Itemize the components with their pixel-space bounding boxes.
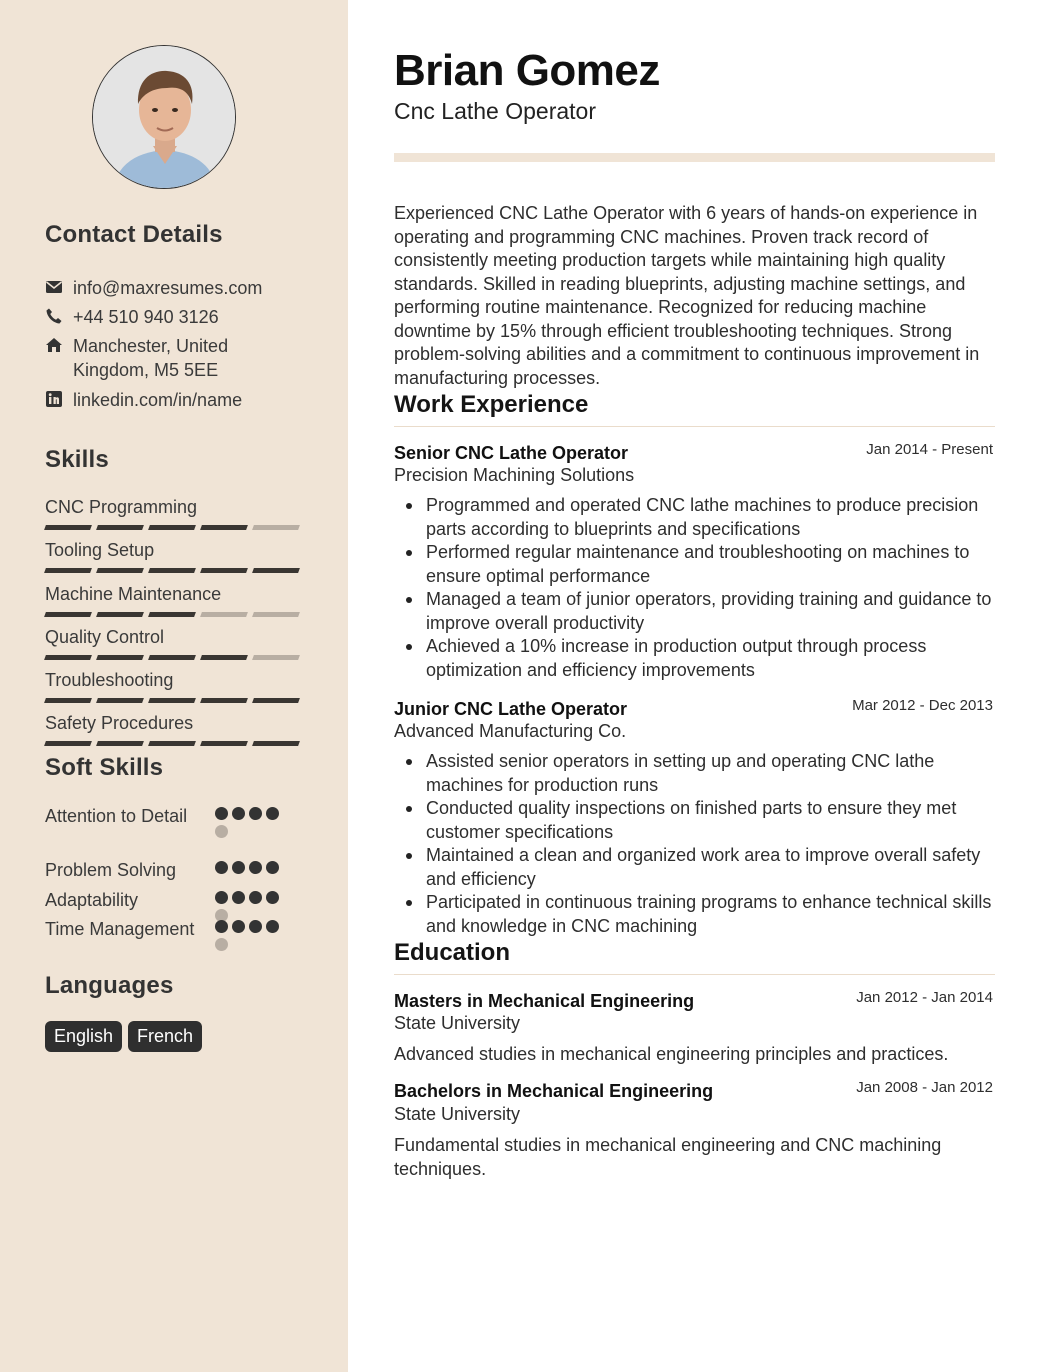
edu-2-dates: Jan 2008 - Jan 2012	[856, 1079, 993, 1096]
skill-level-segment	[96, 741, 144, 746]
soft-skill-item	[45, 804, 295, 828]
job-2-company: Advanced Manufacturing Co.	[394, 721, 627, 741]
skill-level-segment	[252, 612, 300, 617]
job-1-bullets	[394, 494, 998, 682]
contact-heading: Contact Details	[45, 221, 223, 248]
skill-level-bar	[45, 655, 303, 660]
skill-level-segment	[96, 612, 144, 617]
rating-dot	[215, 891, 228, 904]
skill-level-segment	[44, 741, 92, 746]
skill-level-segment	[96, 698, 144, 703]
job-1-company: Precision Machining Solutions	[394, 465, 635, 485]
soft-skill-rating	[215, 807, 295, 843]
address-line-1: Manchester, United	[73, 336, 229, 356]
skill-level-segment	[252, 698, 300, 703]
skill-label: Tooling Setup	[45, 540, 155, 560]
list-item: Assisted senior operators in setting up and operating CNC lathe machines for production runs	[394, 750, 998, 797]
skill-level-segment	[148, 568, 196, 573]
skill-level-segment	[44, 568, 92, 573]
rating-dot	[215, 825, 228, 838]
soft-skill-label: Adaptability	[45, 890, 139, 910]
experience-divider	[394, 426, 995, 427]
rating-dot	[232, 891, 245, 904]
avatar	[92, 45, 236, 189]
phone-text: +44 510 940 3126	[73, 307, 219, 327]
skill-item	[45, 496, 303, 530]
language-badge: English	[45, 1021, 122, 1052]
edu-1-degree: Masters in Mechanical Engineering	[394, 991, 695, 1011]
address-line-2: Kingdom, M5 5EE	[73, 360, 219, 380]
skill-level-segment	[148, 655, 196, 660]
skill-level-segment	[148, 741, 196, 746]
job-1-title: Senior CNC Lathe Operator	[394, 443, 629, 463]
soft-skill-label: Time Management	[45, 919, 195, 939]
edu-1-description: Advanced studies in mechanical engineering principles and practices.	[394, 1044, 949, 1064]
rating-dot	[266, 891, 279, 904]
skill-level-segment	[96, 525, 144, 530]
list-item: Managed a team of junior operators, providing training and guidance to improve overall productivity	[394, 588, 998, 635]
edu-2-description: Fundamental studies in mechanical engineering and CNC machining techniques.	[394, 1135, 942, 1179]
skill-level-segment	[200, 568, 248, 573]
job-2-title: Junior CNC Lathe Operator	[394, 699, 628, 719]
candidate-name: Brian Gomez	[394, 46, 660, 95]
skill-level-segment	[96, 655, 144, 660]
soft-skills-heading: Soft Skills	[45, 754, 164, 781]
skill-level-segment	[44, 698, 92, 703]
edu-1-school: State University	[394, 1013, 521, 1033]
language-badge: French	[128, 1021, 202, 1052]
linkedin-text: linkedin.com/in/name	[73, 390, 243, 410]
soft-skill-item	[45, 917, 295, 941]
soft-skill-item	[45, 858, 295, 882]
portrait-image	[93, 46, 236, 189]
edu-1-dates: Jan 2012 - Jan 2014	[856, 989, 993, 1006]
envelope-icon	[45, 278, 63, 296]
skill-level-bar	[45, 612, 303, 617]
skill-item	[45, 539, 303, 573]
rating-dot	[232, 920, 245, 933]
edu-2-school: State University	[394, 1104, 521, 1124]
contact-phone[interactable]	[45, 305, 219, 329]
job-title: Cnc Lathe Operator	[394, 98, 597, 124]
job-2-bullets	[394, 750, 998, 938]
linkedin-icon	[45, 390, 63, 408]
skill-item	[45, 583, 303, 617]
skill-level-segment	[44, 525, 92, 530]
main-content	[348, 0, 1040, 1372]
summary-text: Experienced CNC Lathe Operator with 6 years of hands-on experience in operating and programming CNC machines. Proven track record of consistently meeting production targets while maintaining high quality standards. Skilled in reading blueprints, adjusting machine settings, and performing routine maintenance. Recognized for reducing machine downtime by 15% through efficient troubleshooting techniques. Strong problem-solving abilities and a commitment to continuous improvement in manufacturing processes.	[394, 203, 980, 388]
skills-heading: Skills	[45, 446, 109, 473]
rating-dot	[215, 920, 228, 933]
skill-level-bar	[45, 698, 303, 703]
list-item: Achieved a 10% increase in production output through process optimization and efficiency improvements	[394, 635, 998, 682]
skill-level-segment	[200, 741, 248, 746]
skill-level-bar	[45, 525, 303, 530]
skill-level-segment	[252, 655, 300, 660]
skill-level-bar	[45, 741, 303, 746]
contact-email[interactable]	[45, 276, 262, 300]
skill-level-segment	[200, 655, 248, 660]
list-item: Maintained a clean and organized work area to improve overall safety and efficiency	[394, 844, 998, 891]
soft-skill-item	[45, 888, 295, 912]
skill-level-segment	[200, 698, 248, 703]
list-item: Participated in continuous training programs to enhance technical skills and knowledge in CNC machining	[394, 891, 998, 938]
skill-label: CNC Programming	[45, 497, 198, 517]
sidebar	[0, 0, 348, 1372]
contact-address	[45, 334, 228, 382]
skill-level-segment	[148, 525, 196, 530]
soft-skill-rating	[215, 861, 295, 879]
rating-dot	[249, 807, 262, 820]
skill-level-segment	[96, 568, 144, 573]
skill-label: Machine Maintenance	[45, 584, 222, 604]
skill-level-segment	[200, 525, 248, 530]
education-heading: Education	[394, 939, 511, 966]
soft-skill-label: Problem Solving	[45, 860, 177, 880]
rating-dot	[249, 861, 262, 874]
rating-dot	[232, 807, 245, 820]
rating-dot	[266, 807, 279, 820]
address-text	[73, 334, 228, 382]
skill-level-segment	[44, 655, 92, 660]
list-item: Conducted quality inspections on finished parts to ensure they met customer specifications	[394, 797, 998, 844]
job-1-dates: Jan 2014 - Present	[866, 441, 993, 458]
languages-list	[45, 1021, 202, 1052]
list-item: Performed regular maintenance and troubleshooting on machines to ensure optimal performance	[394, 541, 998, 588]
email-text: info@maxresumes.com	[73, 278, 263, 298]
skill-level-segment	[252, 741, 300, 746]
rating-dot	[215, 861, 228, 874]
accent-divider	[394, 153, 995, 162]
rating-dot	[232, 861, 245, 874]
skill-level-segment	[148, 612, 196, 617]
rating-dot	[249, 891, 262, 904]
list-item: Programmed and operated CNC lathe machines to produce precision parts according to blueprints and specifications	[394, 494, 998, 541]
skill-level-segment	[200, 612, 248, 617]
job-2-dates: Mar 2012 - Dec 2013	[852, 697, 993, 714]
skill-label: Quality Control	[45, 627, 165, 647]
rating-dot	[266, 920, 279, 933]
rating-dot	[249, 920, 262, 933]
education-divider	[394, 974, 995, 975]
contact-linkedin[interactable]	[45, 388, 242, 412]
skill-level-segment	[252, 568, 300, 573]
edu-2-degree: Bachelors in Mechanical Engineering	[394, 1081, 714, 1101]
rating-dot	[266, 861, 279, 874]
skill-item	[45, 669, 303, 703]
skill-item	[45, 712, 303, 746]
rating-dot	[215, 807, 228, 820]
experience-heading: Work Experience	[394, 391, 589, 418]
skill-item	[45, 626, 303, 660]
rating-dot	[215, 938, 228, 951]
skill-level-bar	[45, 568, 303, 573]
skill-label: Troubleshooting	[45, 670, 174, 690]
soft-skill-label: Attention to Detail	[45, 806, 188, 826]
languages-heading: Languages	[45, 972, 174, 999]
skill-level-segment	[148, 698, 196, 703]
phone-icon	[45, 307, 63, 325]
home-icon	[45, 336, 63, 354]
skill-label: Safety Procedures	[45, 713, 194, 733]
skill-level-segment	[252, 525, 300, 530]
skill-level-segment	[44, 612, 92, 617]
soft-skill-rating	[215, 920, 295, 956]
